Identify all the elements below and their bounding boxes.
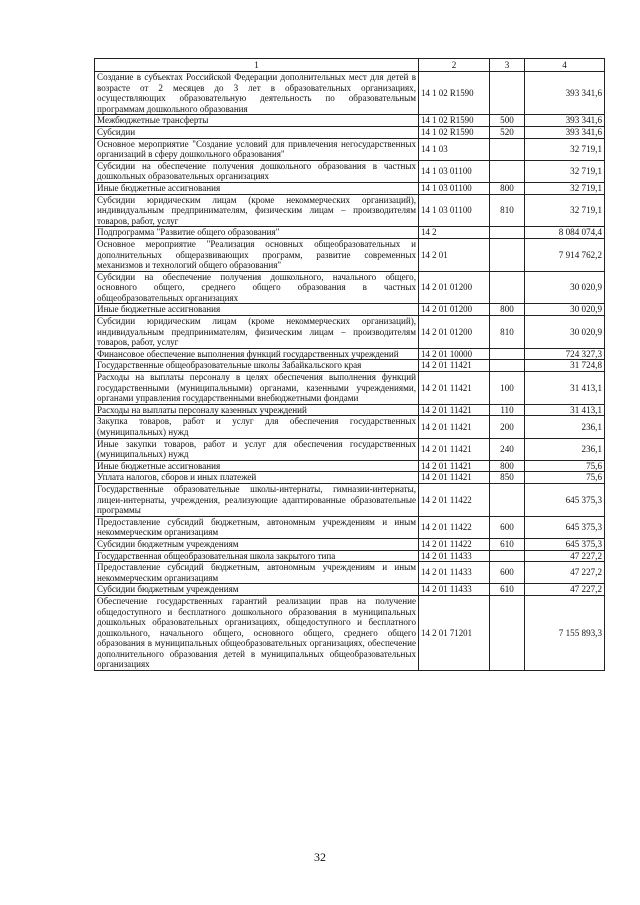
row-sum-cell: 32 719,1 <box>525 138 605 160</box>
row-sum-cell: 31 413,1 <box>525 404 605 416</box>
row-vr-cell: 810 <box>490 316 525 349</box>
budget-table <box>94 58 605 671</box>
row-name-cell: Предоставление субсидий бюджетным, автономным учреждениям и иным некоммерческим организациям <box>95 562 419 584</box>
row-code-cell: 14 2 01 11422 <box>419 516 490 538</box>
row-vr-cell <box>490 348 525 360</box>
row-name-cell: Основное мероприятие "Создание условий для привлечения негосударственных организаций в сферу дошкольного образования" <box>95 138 419 160</box>
row-vr-cell <box>490 72 525 115</box>
row-vr-cell: 850 <box>490 472 525 484</box>
table-row <box>95 227 605 239</box>
row-vr-cell: 600 <box>490 516 525 538</box>
row-code-cell: 14 1 03 01100 <box>419 182 490 194</box>
row-sum-cell: 31 413,1 <box>525 372 605 405</box>
table-row <box>95 160 605 182</box>
row-vr-cell: 500 <box>490 115 525 127</box>
row-name-cell: Субсидии бюджетным учреждениям <box>95 538 419 550</box>
row-vr-cell <box>490 160 525 182</box>
row-sum-cell: 30 020,9 <box>525 271 605 304</box>
row-sum-cell: 393 341,6 <box>525 126 605 138</box>
row-name-cell: Обеспечение государственных гарантий реализации прав на получение общедоступного и бесплатного дошкольного образования в муниципальных дошкольных образовательных организациях, общедоступного и бесплатного дошкольного, начального общего, основного общего, среднего общего образования в муниципальных общеобразовательных организациях, обеспечение дополнительного образования детей в муниципальных общеобразовательных организациях <box>95 595 419 670</box>
row-sum-cell: 32 719,1 <box>525 194 605 227</box>
row-name-cell: Иные закупки товаров, работ и услуг для обеспечения государственных (муниципальных) нужд <box>95 438 419 460</box>
row-code-cell: 14 2 01 11421 <box>419 404 490 416</box>
table-row <box>95 472 605 484</box>
row-code-cell: 14 2 01 11421 <box>419 460 490 472</box>
row-sum-cell: 32 719,1 <box>525 160 605 182</box>
row-code-cell: 14 2 01 11421 <box>419 360 490 372</box>
table-body <box>95 72 605 671</box>
table-row <box>95 404 605 416</box>
row-sum-cell: 8 084 074,4 <box>525 227 605 239</box>
row-vr-cell <box>490 595 525 670</box>
table-row <box>95 416 605 438</box>
row-code-cell: 14 2 01 11421 <box>419 472 490 484</box>
row-vr-cell <box>490 138 525 160</box>
row-sum-cell: 724 327,3 <box>525 348 605 360</box>
table-row <box>95 316 605 349</box>
row-vr-cell: 610 <box>490 538 525 550</box>
row-name-cell: Субсидии <box>95 126 419 138</box>
table-row <box>95 516 605 538</box>
row-code-cell: 14 2 01 10000 <box>419 348 490 360</box>
table-row <box>95 72 605 115</box>
table-row <box>95 194 605 227</box>
row-code-cell: 14 2 01 01200 <box>419 316 490 349</box>
row-vr-cell: 610 <box>490 584 525 596</box>
row-sum-cell: 236,1 <box>525 416 605 438</box>
row-code-cell: 14 2 01 11421 <box>419 416 490 438</box>
table-row <box>95 595 605 670</box>
row-vr-cell <box>490 238 525 271</box>
row-vr-cell <box>490 360 525 372</box>
row-vr-cell: 520 <box>490 126 525 138</box>
row-sum-cell: 47 227,2 <box>525 584 605 596</box>
row-name-cell: Основное мероприятие "Реализация основных общеобразовательных и дополнительных общеразвивающих программ, развитие современных механизмов и технологий общего образования" <box>95 238 419 271</box>
row-name-cell: Предоставление субсидий бюджетным, автономным учреждениям и иным некоммерческим организациям <box>95 516 419 538</box>
table-row <box>95 360 605 372</box>
row-sum-cell: 31 724,8 <box>525 360 605 372</box>
row-code-cell: 14 2 01 01200 <box>419 271 490 304</box>
row-sum-cell: 393 341,6 <box>525 72 605 115</box>
table-row <box>95 126 605 138</box>
row-sum-cell: 30 020,9 <box>525 304 605 316</box>
row-vr-cell: 800 <box>490 460 525 472</box>
row-name-cell: Закупка товаров, работ и услуг для обеспечения государственных (муниципальных) нужд <box>95 416 419 438</box>
row-code-cell: 14 1 03 01100 <box>419 160 490 182</box>
row-code-cell: 14 1 02 R1590 <box>419 126 490 138</box>
row-vr-cell: 810 <box>490 194 525 227</box>
row-sum-cell: 7 155 893,3 <box>525 595 605 670</box>
row-name-cell: Субсидии на обеспечение получения дошкольного, начального общего, основного общего, среднего общего образования в частных общеобразовательных организациях <box>95 271 419 304</box>
row-sum-cell: 393 341,6 <box>525 115 605 127</box>
row-name-cell: Расходы на выплаты персоналу казенных учреждений <box>95 404 419 416</box>
row-code-cell: 14 2 01 11422 <box>419 538 490 550</box>
table-row <box>95 460 605 472</box>
table-row <box>95 304 605 316</box>
row-name-cell: Субсидии бюджетным учреждениям <box>95 584 419 596</box>
row-sum-cell: 30 020,9 <box>525 316 605 349</box>
row-sum-cell: 7 914 762,2 <box>525 238 605 271</box>
row-vr-cell: 800 <box>490 304 525 316</box>
row-vr-cell <box>490 550 525 562</box>
row-code-cell: 14 2 01 11433 <box>419 584 490 596</box>
table-row <box>95 115 605 127</box>
col-header-name: 1 <box>95 59 419 72</box>
row-name-cell: Субсидии юридическим лицам (кроме некоммерческих организаций), индивидуальным предпринимателям, физическим лицам – производителям товаров, работ, услуг <box>95 316 419 349</box>
table-row <box>95 348 605 360</box>
row-name-cell: Межбюджетные трансферты <box>95 115 419 127</box>
row-vr-cell <box>490 271 525 304</box>
row-sum-cell: 32 719,1 <box>525 182 605 194</box>
row-sum-cell: 645 375,3 <box>525 483 605 516</box>
row-code-cell: 14 2 <box>419 227 490 239</box>
row-vr-cell: 240 <box>490 438 525 460</box>
row-vr-cell: 200 <box>490 416 525 438</box>
row-vr-cell: 100 <box>490 372 525 405</box>
row-vr-cell: 800 <box>490 182 525 194</box>
row-name-cell: Государственные образовательные школы-интернаты, гимназии-интернаты, лицеи-интернаты, учреждения, реализующие адаптированные образовательные программы <box>95 483 419 516</box>
row-name-cell: Иные бюджетные ассигнования <box>95 304 419 316</box>
page-number: 32 <box>314 850 326 864</box>
row-code-cell: 14 2 01 11421 <box>419 438 490 460</box>
col-header-sum: 4 <box>525 59 605 72</box>
table-header-row <box>95 59 605 72</box>
row-vr-cell: 110 <box>490 404 525 416</box>
row-sum-cell: 47 227,2 <box>525 550 605 562</box>
col-header-vr: 3 <box>490 59 525 72</box>
row-code-cell: 14 1 02 R1590 <box>419 72 490 115</box>
row-code-cell: 14 2 01 11421 <box>419 372 490 405</box>
row-code-cell: 14 1 03 <box>419 138 490 160</box>
row-name-cell: Создание в субъектах Российской Федерации дополнительных мест для детей в возрасте от 2 месяцев до 3 лет в образовательных организациях, осуществляющих образовательную деятельность по образовательным программам дошкольного образования <box>95 72 419 115</box>
table-row <box>95 538 605 550</box>
row-sum-cell: 236,1 <box>525 438 605 460</box>
row-name-cell: Подпрограмма "Развитие общего образования" <box>95 227 419 239</box>
row-vr-cell: 600 <box>490 562 525 584</box>
table-row <box>95 550 605 562</box>
row-name-cell: Финансовое обеспечение выполнения функций государственных учреждений <box>95 348 419 360</box>
row-sum-cell: 645 375,3 <box>525 516 605 538</box>
row-code-cell: 14 2 01 11433 <box>419 562 490 584</box>
row-sum-cell: 47 227,2 <box>525 562 605 584</box>
row-name-cell: Иные бюджетные ассигнования <box>95 460 419 472</box>
row-name-cell: Государственная общеобразовательная школа закрытого типа <box>95 550 419 562</box>
row-name-cell: Субсидии на обеспечение получения дошкольного образования в частных дошкольных образовательных организациях <box>95 160 419 182</box>
row-code-cell: 14 1 03 01100 <box>419 194 490 227</box>
row-vr-cell <box>490 483 525 516</box>
row-name-cell: Иные бюджетные ассигнования <box>95 182 419 194</box>
row-name-cell: Субсидии юридическим лицам (кроме некоммерческих организаций), индивидуальным предпринимателям, физическим лицам – производителям товаров, работ, услуг <box>95 194 419 227</box>
table-row <box>95 483 605 516</box>
table-row <box>95 372 605 405</box>
table-row <box>95 562 605 584</box>
row-name-cell: Уплата налогов, сборов и иных платежей <box>95 472 419 484</box>
row-sum-cell: 75,6 <box>525 460 605 472</box>
table-row <box>95 182 605 194</box>
row-name-cell: Расходы на выплаты персоналу в целях обеспечения выполнения функций государственными (муниципальными) органами, казенными учреждениями, органами управления государственными внебюджетными фондами <box>95 372 419 405</box>
row-name-cell: Государственные общеобразовательные школы Забайкальского края <box>95 360 419 372</box>
row-code-cell: 14 1 02 R1590 <box>419 115 490 127</box>
row-sum-cell: 645 375,3 <box>525 538 605 550</box>
table-row <box>95 438 605 460</box>
row-vr-cell <box>490 227 525 239</box>
row-sum-cell: 75,6 <box>525 472 605 484</box>
row-code-cell: 14 2 01 11433 <box>419 550 490 562</box>
table-row <box>95 271 605 304</box>
row-code-cell: 14 2 01 11422 <box>419 483 490 516</box>
col-header-code: 2 <box>419 59 490 72</box>
row-code-cell: 14 2 01 71201 <box>419 595 490 670</box>
table-row <box>95 584 605 596</box>
table-row <box>95 238 605 271</box>
row-code-cell: 14 2 01 01200 <box>419 304 490 316</box>
table-row <box>95 138 605 160</box>
row-code-cell: 14 2 01 <box>419 238 490 271</box>
